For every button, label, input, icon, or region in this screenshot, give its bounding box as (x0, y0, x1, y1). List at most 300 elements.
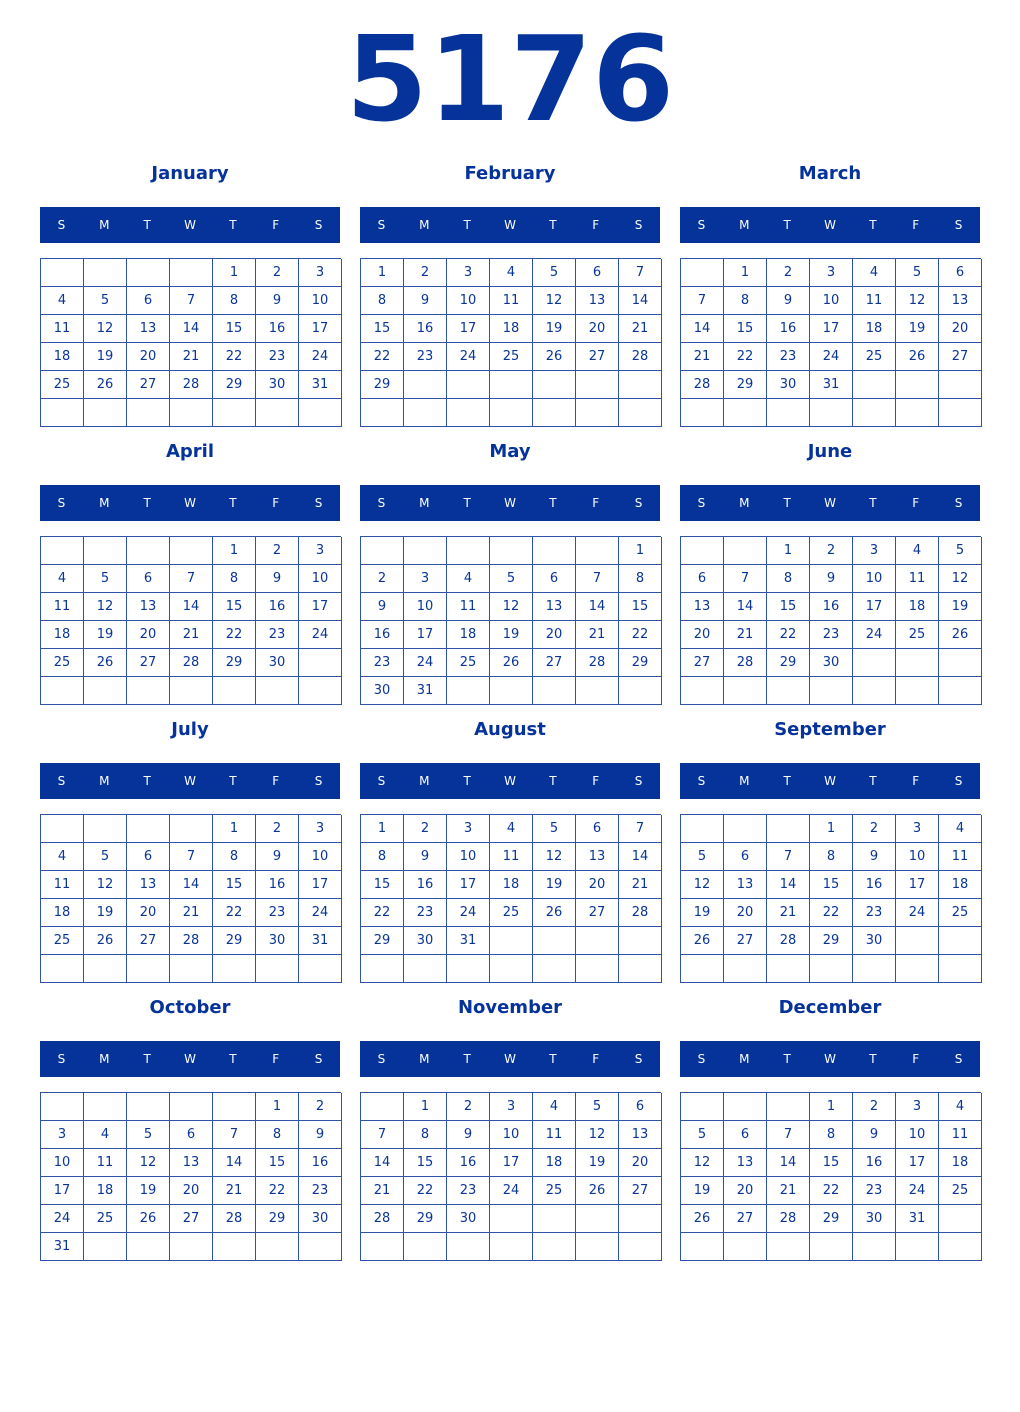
empty-day-cell (853, 399, 896, 427)
day-cell: 6 (170, 1121, 213, 1149)
empty-day-cell (533, 399, 576, 427)
day-cell: 17 (299, 315, 342, 343)
empty-day-cell (127, 259, 170, 287)
weekday-label: T (783, 774, 791, 788)
weekday-label: S (314, 496, 323, 510)
day-cell: 14 (170, 593, 213, 621)
day-cell: 19 (84, 621, 127, 649)
weekday-label: T (143, 218, 151, 232)
day-cell: 8 (404, 1121, 447, 1149)
day-cell: 12 (681, 871, 724, 899)
day-cell: 4 (41, 565, 84, 593)
weekday-label: M (419, 218, 430, 232)
day-cell: 14 (170, 315, 213, 343)
day-cell: 19 (490, 621, 533, 649)
day-cell: 13 (619, 1121, 662, 1149)
day-cell: 1 (361, 815, 404, 843)
empty-day-cell (127, 815, 170, 843)
day-cell: 24 (404, 649, 447, 677)
empty-day-cell (576, 537, 619, 565)
empty-day-cell (853, 649, 896, 677)
day-cell: 2 (447, 1093, 490, 1121)
day-cell: 9 (361, 593, 404, 621)
day-cell: 19 (681, 899, 724, 927)
day-cell: 25 (939, 899, 982, 927)
day-cell: 23 (256, 899, 299, 927)
empty-day-cell (447, 955, 490, 983)
weekday-label: F (912, 218, 920, 232)
day-cell: 27 (724, 1205, 767, 1233)
day-cell: 1 (256, 1093, 299, 1121)
empty-day-cell (127, 537, 170, 565)
empty-day-cell (213, 955, 256, 983)
weekday-label: S (377, 774, 386, 788)
day-cell: 8 (724, 287, 767, 315)
day-cell: 29 (213, 649, 256, 677)
empty-day-cell (447, 371, 490, 399)
weekday-label: S (377, 218, 386, 232)
empty-day-cell (896, 1233, 939, 1261)
day-cell: 30 (767, 371, 810, 399)
day-cell: 23 (853, 899, 896, 927)
day-cell: 24 (853, 621, 896, 649)
weekday-label: F (272, 1052, 280, 1066)
empty-day-cell (213, 677, 256, 705)
empty-day-cell (256, 399, 299, 427)
day-cell: 28 (619, 899, 662, 927)
day-cell: 7 (213, 1121, 256, 1149)
weekday-label: M (99, 1052, 110, 1066)
empty-day-cell (896, 399, 939, 427)
weekday-label: W (824, 496, 836, 510)
empty-day-cell (810, 677, 853, 705)
empty-day-cell (361, 399, 404, 427)
weekday-label: F (592, 218, 600, 232)
month-december (680, 993, 980, 1263)
month-june (680, 437, 980, 707)
day-cell: 5 (490, 565, 533, 593)
day-cell: 12 (84, 315, 127, 343)
day-cell: 16 (404, 315, 447, 343)
day-cell: 6 (127, 843, 170, 871)
day-cell: 2 (853, 815, 896, 843)
day-cell: 16 (853, 871, 896, 899)
day-cell: 19 (939, 593, 982, 621)
day-cell: 14 (767, 1149, 810, 1177)
day-cell: 6 (724, 1121, 767, 1149)
empty-day-cell (490, 1205, 533, 1233)
day-cell: 25 (896, 621, 939, 649)
weekday-header (360, 485, 660, 521)
day-cell: 18 (533, 1149, 576, 1177)
day-cell: 7 (767, 1121, 810, 1149)
day-cell: 11 (41, 315, 84, 343)
day-cell: 15 (213, 593, 256, 621)
day-cell: 6 (724, 843, 767, 871)
weekday-label: S (314, 774, 323, 788)
empty-day-cell (939, 955, 982, 983)
day-cell: 10 (896, 1121, 939, 1149)
weekday-label: W (184, 218, 196, 232)
day-cell: 26 (939, 621, 982, 649)
empty-day-cell (767, 399, 810, 427)
day-cell: 25 (533, 1177, 576, 1205)
weekday-label: M (99, 774, 110, 788)
day-cell: 17 (896, 871, 939, 899)
empty-day-cell (127, 1233, 170, 1261)
day-cell: 24 (810, 343, 853, 371)
weekday-label: S (314, 1052, 323, 1066)
empty-day-cell (256, 677, 299, 705)
empty-day-cell (533, 677, 576, 705)
day-cell: 27 (533, 649, 576, 677)
day-cell: 15 (213, 871, 256, 899)
day-cell: 9 (447, 1121, 490, 1149)
empty-day-cell (404, 399, 447, 427)
day-cell: 12 (939, 565, 982, 593)
empty-day-cell (724, 1233, 767, 1261)
day-cell: 2 (853, 1093, 896, 1121)
day-cell: 15 (724, 315, 767, 343)
day-cell: 10 (404, 593, 447, 621)
day-cell: 12 (84, 593, 127, 621)
day-cell: 2 (404, 259, 447, 287)
day-cell: 18 (84, 1177, 127, 1205)
day-cell: 24 (490, 1177, 533, 1205)
day-cell: 21 (724, 621, 767, 649)
day-cell: 18 (41, 899, 84, 927)
day-cell: 8 (361, 843, 404, 871)
day-cell: 11 (939, 843, 982, 871)
day-cell: 28 (170, 927, 213, 955)
day-grid (360, 1092, 661, 1261)
weekday-label: W (504, 218, 516, 232)
empty-day-cell (84, 955, 127, 983)
empty-day-cell (619, 955, 662, 983)
day-cell: 19 (127, 1177, 170, 1205)
day-cell: 28 (170, 649, 213, 677)
day-cell: 27 (127, 649, 170, 677)
day-cell: 4 (853, 259, 896, 287)
day-cell: 14 (213, 1149, 256, 1177)
day-cell: 20 (127, 343, 170, 371)
day-grid (360, 536, 661, 705)
day-cell: 22 (361, 343, 404, 371)
day-cell: 18 (41, 343, 84, 371)
day-cell: 3 (447, 815, 490, 843)
day-cell: 30 (810, 649, 853, 677)
day-cell: 8 (619, 565, 662, 593)
day-cell: 19 (84, 343, 127, 371)
day-cell: 18 (490, 315, 533, 343)
day-cell: 18 (896, 593, 939, 621)
day-cell: 17 (853, 593, 896, 621)
empty-day-cell (299, 399, 342, 427)
day-cell: 20 (576, 315, 619, 343)
empty-day-cell (213, 1093, 256, 1121)
weekday-label: F (592, 774, 600, 788)
empty-day-cell (41, 537, 84, 565)
empty-day-cell (576, 927, 619, 955)
day-cell: 25 (447, 649, 490, 677)
day-cell: 29 (767, 649, 810, 677)
day-cell: 20 (681, 621, 724, 649)
day-cell: 24 (299, 343, 342, 371)
day-cell: 10 (299, 287, 342, 315)
day-cell: 29 (213, 927, 256, 955)
day-cell: 1 (724, 259, 767, 287)
day-cell: 4 (84, 1121, 127, 1149)
day-cell: 17 (404, 621, 447, 649)
empty-day-cell (447, 399, 490, 427)
empty-day-cell (724, 1093, 767, 1121)
day-cell: 25 (41, 371, 84, 399)
month-july (40, 715, 340, 985)
day-cell: 30 (853, 927, 896, 955)
empty-day-cell (361, 955, 404, 983)
weekday-label: S (57, 1052, 66, 1066)
empty-day-cell (724, 955, 767, 983)
day-cell: 21 (170, 343, 213, 371)
empty-day-cell (41, 259, 84, 287)
day-cell: 2 (256, 259, 299, 287)
day-cell: 21 (361, 1177, 404, 1205)
weekday-label: F (912, 774, 920, 788)
day-cell: 17 (447, 871, 490, 899)
day-cell: 13 (939, 287, 982, 315)
empty-day-cell (41, 677, 84, 705)
empty-day-cell (896, 649, 939, 677)
day-cell: 24 (896, 1177, 939, 1205)
empty-day-cell (724, 537, 767, 565)
day-cell: 11 (490, 843, 533, 871)
day-cell: 23 (256, 621, 299, 649)
day-cell: 31 (447, 927, 490, 955)
month-title: July (171, 719, 209, 740)
day-cell: 15 (361, 315, 404, 343)
day-cell: 26 (84, 927, 127, 955)
empty-day-cell (213, 399, 256, 427)
day-cell: 13 (127, 315, 170, 343)
empty-day-cell (724, 399, 767, 427)
empty-day-cell (619, 1205, 662, 1233)
weekday-label: M (99, 496, 110, 510)
day-cell: 7 (170, 843, 213, 871)
month-title: April (165, 441, 215, 462)
empty-day-cell (127, 677, 170, 705)
day-cell: 6 (939, 259, 982, 287)
day-cell: 8 (213, 287, 256, 315)
day-cell: 26 (490, 649, 533, 677)
empty-day-cell (533, 537, 576, 565)
weekday-label: T (783, 1052, 791, 1066)
day-cell: 3 (853, 537, 896, 565)
day-cell: 15 (619, 593, 662, 621)
empty-day-cell (939, 649, 982, 677)
day-cell: 23 (404, 899, 447, 927)
year-title: 5176 (345, 10, 675, 148)
day-cell: 1 (810, 1093, 853, 1121)
empty-day-cell (490, 537, 533, 565)
day-cell: 28 (361, 1205, 404, 1233)
empty-day-cell (533, 955, 576, 983)
empty-day-cell (170, 955, 213, 983)
month-title: January (151, 163, 229, 184)
day-cell: 23 (810, 621, 853, 649)
weekday-label: T (869, 1052, 877, 1066)
day-cell: 30 (256, 927, 299, 955)
day-cell: 13 (127, 871, 170, 899)
day-cell: 30 (404, 927, 447, 955)
day-cell: 7 (170, 287, 213, 315)
empty-day-cell (213, 1233, 256, 1261)
empty-day-cell (576, 1233, 619, 1261)
day-cell: 28 (767, 927, 810, 955)
weekday-label: T (229, 218, 237, 232)
day-cell: 22 (213, 343, 256, 371)
day-cell: 1 (213, 815, 256, 843)
empty-day-cell (724, 815, 767, 843)
day-cell: 6 (619, 1093, 662, 1121)
day-cell: 5 (576, 1093, 619, 1121)
empty-day-cell (490, 371, 533, 399)
weekday-label: S (634, 774, 643, 788)
day-cell: 12 (490, 593, 533, 621)
day-cell: 30 (447, 1205, 490, 1233)
day-cell: 19 (576, 1149, 619, 1177)
day-cell: 4 (41, 287, 84, 315)
day-cell: 29 (724, 371, 767, 399)
day-cell: 22 (767, 621, 810, 649)
day-cell: 20 (576, 871, 619, 899)
day-cell: 4 (896, 537, 939, 565)
month-january (40, 159, 340, 429)
day-cell: 15 (404, 1149, 447, 1177)
day-cell: 13 (127, 593, 170, 621)
empty-day-cell (127, 399, 170, 427)
day-cell: 21 (767, 1177, 810, 1205)
weekday-label: T (143, 496, 151, 510)
weekday-label: F (912, 1052, 920, 1066)
day-cell: 11 (939, 1121, 982, 1149)
day-cell: 10 (853, 565, 896, 593)
day-cell: 20 (724, 899, 767, 927)
day-cell: 3 (404, 565, 447, 593)
day-cell: 16 (404, 871, 447, 899)
day-grid (40, 258, 341, 427)
day-cell: 5 (84, 843, 127, 871)
day-cell: 26 (681, 927, 724, 955)
month-november (360, 993, 660, 1263)
weekday-label: M (419, 774, 430, 788)
empty-day-cell (939, 677, 982, 705)
empty-day-cell (170, 537, 213, 565)
weekday-label: S (377, 496, 386, 510)
day-cell: 17 (41, 1177, 84, 1205)
day-cell: 12 (127, 1149, 170, 1177)
day-cell: 11 (41, 871, 84, 899)
day-cell: 1 (810, 815, 853, 843)
day-cell: 21 (576, 621, 619, 649)
day-cell: 14 (361, 1149, 404, 1177)
day-cell: 8 (767, 565, 810, 593)
empty-day-cell (619, 927, 662, 955)
empty-day-cell (41, 1093, 84, 1121)
empty-day-cell (361, 1233, 404, 1261)
day-cell: 18 (853, 315, 896, 343)
empty-day-cell (681, 677, 724, 705)
day-cell: 20 (724, 1177, 767, 1205)
day-cell: 14 (576, 593, 619, 621)
day-cell: 31 (299, 927, 342, 955)
empty-day-cell (170, 677, 213, 705)
weekday-label: T (549, 1052, 557, 1066)
empty-day-cell (619, 371, 662, 399)
weekday-label: M (739, 496, 750, 510)
day-cell: 17 (299, 593, 342, 621)
weekday-label: S (377, 1052, 386, 1066)
day-cell: 6 (681, 565, 724, 593)
day-cell: 2 (361, 565, 404, 593)
empty-day-cell (84, 1233, 127, 1261)
day-cell: 9 (299, 1121, 342, 1149)
empty-day-cell (84, 815, 127, 843)
day-cell: 2 (256, 537, 299, 565)
day-cell: 26 (84, 371, 127, 399)
empty-day-cell (681, 259, 724, 287)
empty-day-cell (724, 677, 767, 705)
weekday-label: S (634, 218, 643, 232)
empty-day-cell (41, 815, 84, 843)
day-cell: 23 (767, 343, 810, 371)
day-cell: 13 (681, 593, 724, 621)
empty-day-cell (361, 537, 404, 565)
weekday-label: W (824, 774, 836, 788)
empty-day-cell (681, 1093, 724, 1121)
day-cell: 26 (127, 1205, 170, 1233)
empty-day-cell (576, 955, 619, 983)
day-cell: 25 (939, 1177, 982, 1205)
empty-day-cell (170, 399, 213, 427)
empty-day-cell (490, 927, 533, 955)
day-cell: 25 (490, 899, 533, 927)
day-cell: 10 (299, 843, 342, 871)
day-cell: 11 (896, 565, 939, 593)
day-cell: 4 (533, 1093, 576, 1121)
day-cell: 27 (724, 927, 767, 955)
day-cell: 26 (681, 1205, 724, 1233)
day-cell: 26 (576, 1177, 619, 1205)
day-cell: 9 (767, 287, 810, 315)
day-cell: 1 (213, 259, 256, 287)
day-cell: 26 (533, 343, 576, 371)
day-cell: 9 (810, 565, 853, 593)
empty-day-cell (170, 1093, 213, 1121)
weekday-header (360, 1041, 660, 1077)
day-cell: 28 (767, 1205, 810, 1233)
day-cell: 27 (576, 343, 619, 371)
day-cell: 22 (810, 1177, 853, 1205)
day-grid (680, 258, 981, 427)
empty-day-cell (810, 399, 853, 427)
day-cell: 11 (853, 287, 896, 315)
day-cell: 29 (361, 371, 404, 399)
empty-day-cell (853, 955, 896, 983)
empty-day-cell (896, 927, 939, 955)
day-cell: 13 (170, 1149, 213, 1177)
day-cell: 12 (533, 287, 576, 315)
weekday-label: T (463, 774, 471, 788)
